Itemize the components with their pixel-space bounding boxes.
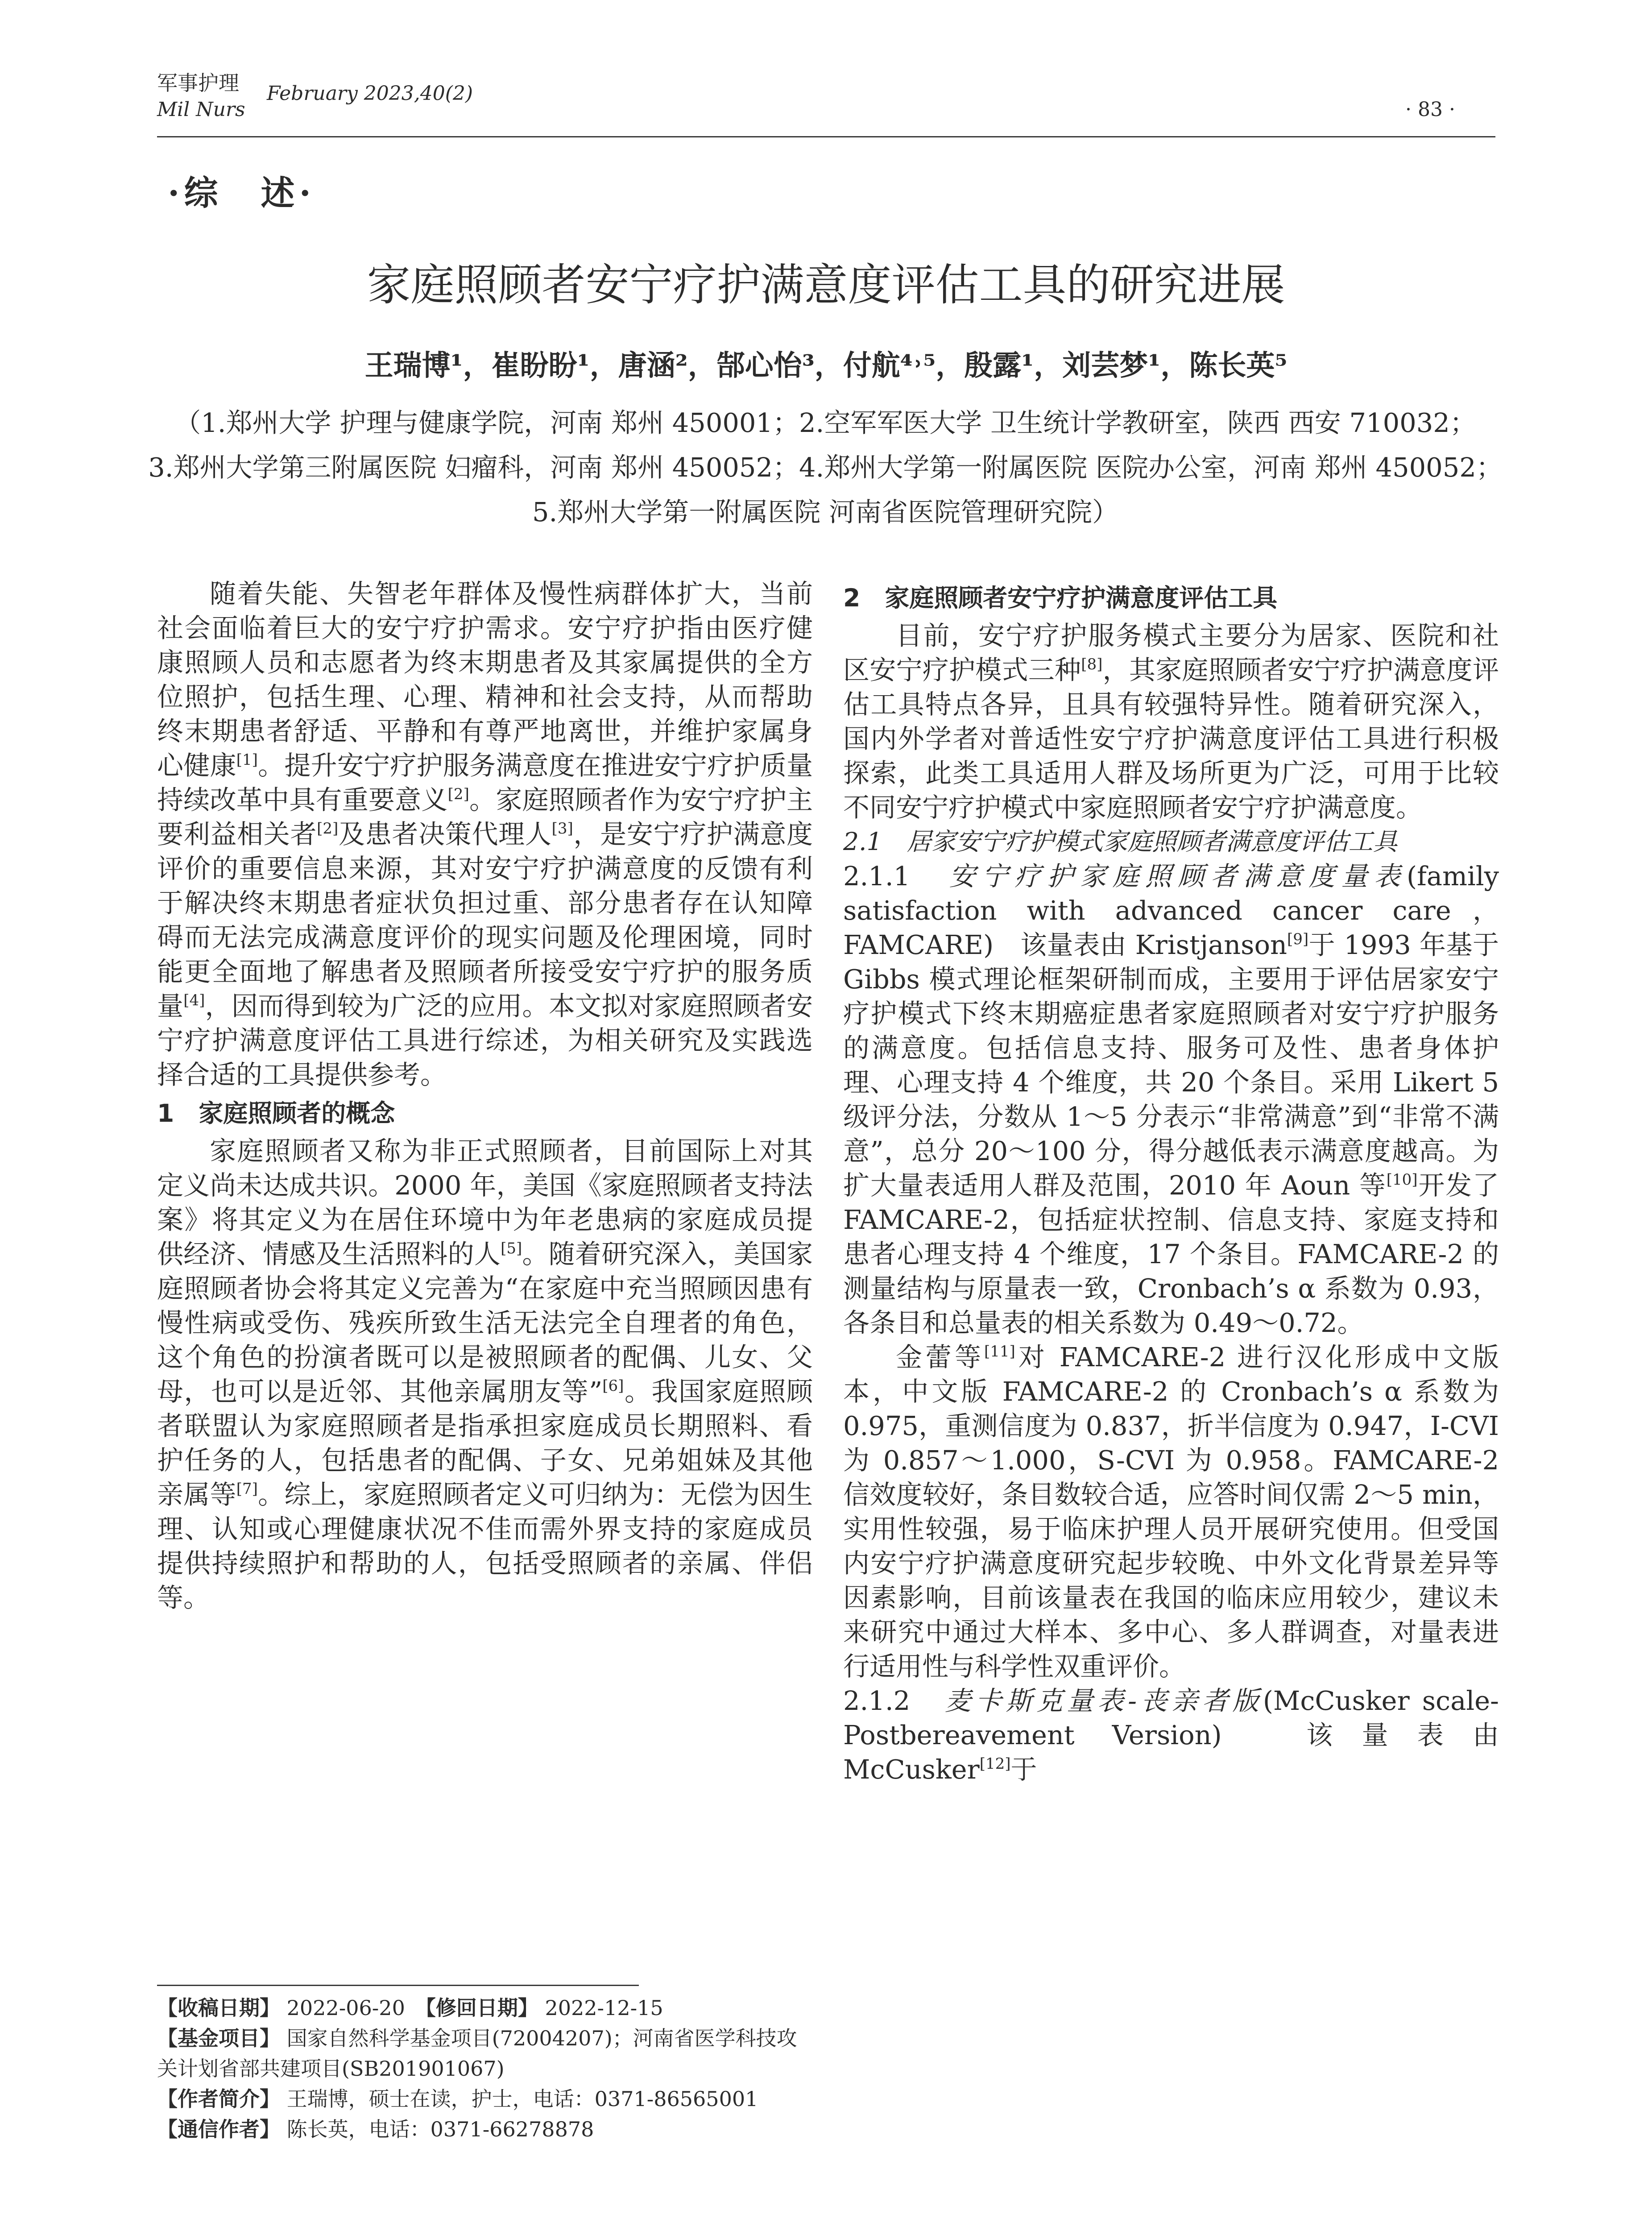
subsubsection-title: 安宁疗护家庭照顾者满意度量表 [949,861,1407,892]
issue-info: February 2023,40(2) [267,82,473,105]
right-column [843,576,1499,1787]
journal-name-cn: 军事护理 [157,71,239,95]
body-paragraph: 目前，安宁疗护服务模式主要分为居家、医院和社区安宁疗护模式三种[8]，其家庭照顾者安宁疗护满意度评估工具特点各异，且具有较强特异性。随着研究深入，国内外学者对普适性安宁疗护满意度评估工具进行积极探索，此类工具适用人群及场所更为广泛，可用于比较不同安宁疗护模式中家庭照顾者安宁疗护满意度。 [843,620,1499,823]
subsubsection-number: 2.1.1 [843,861,949,892]
subsubsection-number: 2.1.2 [843,1685,945,1716]
citation[interactable]: [12] [979,1755,1011,1773]
page-number: · 83 · [1405,98,1455,121]
citation[interactable]: [2] [317,820,339,838]
citation[interactable]: [5] [501,1240,522,1257]
intro-paragraph: 随着失能、失智老年群体及慢性病群体扩大，当前社会面临着巨大的安宁疗护需求。安宁疗护指由医疗健康照顾人员和志愿者为终末期患者及其家属提供的全方位照护，包括生理、心理、精神和社会支持，从而帮助终末期患者舒适、平静和有尊严地离世，并维护家属身心健康[1]。提升安宁疗护服务满意度在推进安宁疗护质量持续改革中具有重要意义[2]。家庭照顾者作为安宁疗护主要利益相关者[2]及患者决策代理人[3]，是安宁疗护满意度评价的重要信息来源，其对安宁疗护满意度的反馈有利于解决终末期患者症状负担过重、部分患者存在认知障碍而无法完成满意度评价的现实问题及伦理困境，同时能更全面地了解患者及照顾者所接受安宁疗护的服务质量[4]，因而得到较为广泛的应用。本文拟对家庭照顾者安宁疗护满意度评估工具进行综述，为相关研究及实践选择合适的工具提供参考。 [157,578,813,1090]
citation[interactable]: [8] [1081,655,1103,673]
body-paragraph: 金蕾等[11]对 FAMCARE-2 进行汉化形成中文版本，中文版 FAMCARE-2 的 Cronbach’s α 系数为 0.975，重测信度为 0.837，折半信度为 0.947，I-CVI 为 0.857～1.000，S-CVI 为 0.958。FAMCARE-2 信效度较好，条目数较合适，应答时间仅需 2～5 min，实用性较强，易于临床护理人员开展研究使用。但受国内安宁疗护满意度研究起步较晚、中外文化背景差异等因素影响，目前该量表在我国的临床应用较少，建议未来研究中通过大样本、多中心、多人群调查，对量表进行适用性与科学性双重评价。 [843,1342,1499,1682]
section-heading: 1 家庭照顾者的概念 [157,1099,395,1128]
subsection-heading: 2.1 居家安宁疗护模式家庭照顾者满意度评估工具 [843,827,1398,856]
affiliation-line: 5.郑州大学第一附属医院 河南省医院管理研究院） [532,497,1119,527]
footnote-rule [157,1985,639,1986]
affiliation-line: （1.郑州大学 护理与健康学院，河南 郑州 450001；2.空军军医大学 卫生统计学教研室，陕西 西安 710032； [174,407,1476,438]
header-rule [157,136,1495,137]
citation[interactable]: [11] [984,1343,1015,1360]
citation[interactable]: [7] [236,1480,258,1498]
corresponding-author-line: 【通信作者】 陈长英，电话：0371-66278878 [157,2117,594,2141]
section-label: ·综 述· [168,173,315,213]
received-date-line: 【收稿日期】 2022-06-20 【修回日期】 2022-12-15 [157,1996,663,2020]
footnotes [157,1993,813,2144]
body-paragraph: 2.1.2 麦卡斯克量表-丧亲者版(McCusker scale-Postbereavement Version) 该量表由 McCusker[12]于 [843,1685,1499,1785]
citation[interactable]: [10] [1386,1171,1418,1189]
journal-name-en: Mil Nurs [157,98,245,121]
body-paragraph: 2.1.1 安宁疗护家庭照顾者满意度量表(family satisfaction with advanced cancer care，FAMCARE) 该量表由 Kristjanson[9]于 1993 年基于 Gibbs 模式理论框架研制而成，主要用于评估居家安宁疗护模式下终末期癌症患者家庭照顾者对安宁疗护服务的满意度。包括信息支持、服务可及性、患者身体护理、心理支持 4 个维度，共 20 个条目。采用 Likert 5 级评分法，分数从 1～5 分表示“非常满意”到“非常不满意”，总分 20～100 分，得分越低表示满意度越高。为扩大量表适用人群及范围，2010 年 Aoun 等[10]开发了 FAMCARE-2，包括症状控制、信息支持、家庭支持和患者心理支持 4 个维度，17 个条目。FAMCARE-2 的测量结构与原量表一致，Cronbach’s α 系数为 0.93，各条目和总量表的相关系数为 0.49～0.72。 [843,861,1499,1338]
citation[interactable]: [3] [551,820,573,838]
affiliation-line: 3.郑州大学第三附属医院 妇瘤科，河南 郑州 450052；4.郑州大学第一附属医院 医院办公室，河南 郑州 450052； [148,452,1503,483]
subsubsection-title: 麦卡斯克量表-丧亲者版 [944,1685,1263,1716]
paper-title: 家庭照顾者安宁疗护满意度评估工具的研究进展 [367,260,1285,311]
citation[interactable]: [1] [236,751,258,769]
author-list: 王瑞博¹，崔盼盼¹，唐涵²，郜心怡³，付航⁴˒⁵，殷露¹，刘芸梦¹，陈长英⁵ [364,349,1288,382]
citation[interactable]: [2] [447,785,469,803]
left-column [157,576,813,1615]
author-bio-line: 【作者简介】 王瑞博，硕士在读，护士，电话：0371-86565001 [157,2087,758,2111]
citation[interactable]: [4] [183,991,205,1009]
fund-line: 【基金项目】 国家自然科学基金项目(72004207)；河南省医学科技攻关计划省部共建项目(SB201901067) [157,2026,797,2081]
section-heading: 2 家庭照顾者安宁疗护满意度评估工具 [843,584,1278,612]
concept-paragraph: 家庭照顾者又称为非正式照顾者，目前国际上对其定义尚未达成共识。2000 年，美国《家庭照顾者支持法案》将其定义为在居住环境中为年老患病的家庭成员提供经济、情感及生活照料的人[5]。随着研究深入，美国家庭照顾者协会将其定义完善为“在家庭中充当照顾因患有慢性病或受伤、残疾所致生活无法完全自理者的角色，这个角色的扮演者既可以是被照顾者的配偶、儿女、父母，也可以是近邻、其他亲属朋友等”[6]。我国家庭照顾者联盟认为家庭照顾者是指承担家庭成员长期照料、看护任务的人，包括患者的配偶、子女、兄弟姐妹及其他亲属等[7]。综上，家庭照顾者定义可归纳为：无偿为因生理、认知或心理健康状况不佳而需外界支持的家庭成员提供持续照护和帮助的人，包括受照顾者的亲属、伴侣等。 [157,1136,813,1613]
citation[interactable]: [9] [1287,930,1309,948]
citation[interactable]: [6] [602,1377,624,1395]
